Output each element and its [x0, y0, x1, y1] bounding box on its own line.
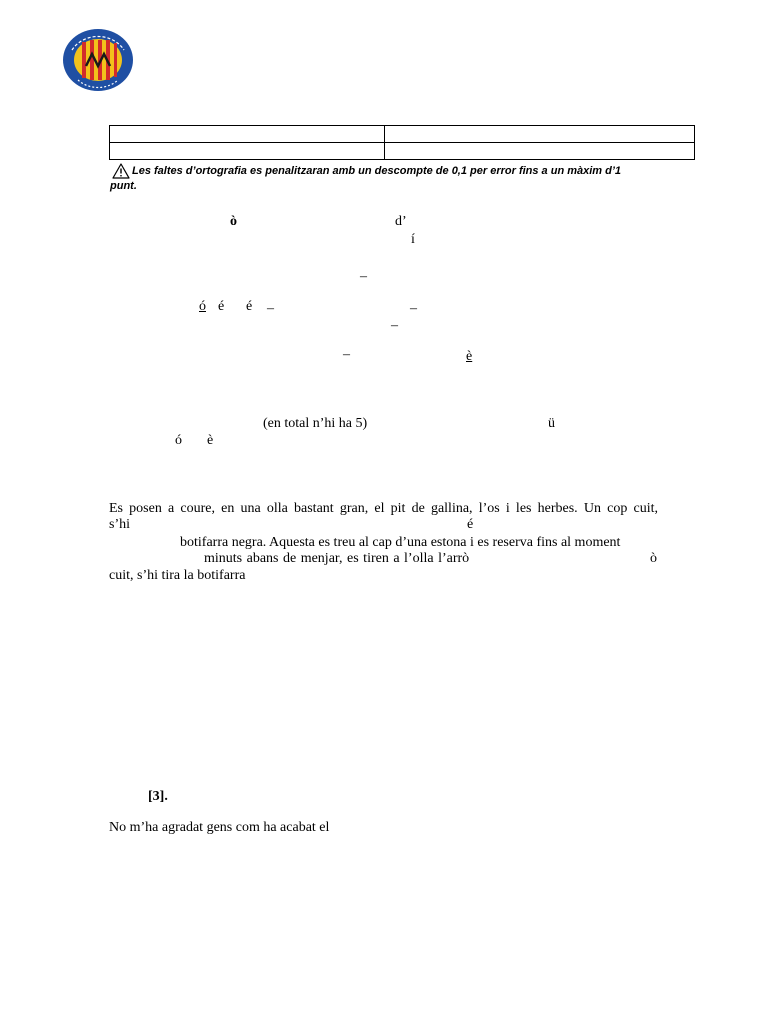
table-cell[interactable] [385, 126, 695, 143]
table-cell[interactable] [110, 126, 385, 143]
text-fragment: é [467, 517, 474, 532]
text-fragment: (en total n’hi ha 5) [263, 416, 368, 431]
text-fragment: – [391, 318, 398, 333]
warning-text-continued: punt. [110, 180, 137, 192]
text-fragment: ò [230, 214, 237, 229]
text-fragment: è [207, 433, 214, 448]
school-logo [62, 28, 134, 92]
text-fragment: ü [548, 416, 555, 431]
text-fragment: ó [199, 299, 206, 314]
table-cell[interactable] [110, 143, 385, 160]
warning-icon [112, 163, 130, 179]
paragraph-line: minuts abans de menjar, es tiren a l’olla l’arrò [204, 551, 470, 566]
paragraph-line: cuit, s’hi tira la botifarra [109, 568, 246, 583]
text-fragment: é [218, 299, 225, 314]
text-fragment: – [343, 347, 350, 362]
text-fragment: è [466, 349, 473, 364]
paragraph-line: s’hi [109, 517, 130, 532]
text-fragment: í [411, 232, 415, 247]
score-mark: [3]. [148, 789, 168, 804]
table-row [110, 126, 695, 143]
table-row [110, 143, 695, 160]
header-table [109, 125, 695, 160]
text-fragment: é [246, 299, 253, 314]
final-line: No m’ha agradat gens com ha acabat el [109, 820, 330, 835]
warning-text: Les faltes d’ortografia es penalitzaran amb un descompte de 0,1 per error fins a un màxim d’1 [132, 165, 622, 177]
paragraph-line: Es posen a coure, en una olla bastant gran, el pit de gallina, l’os i les herbes. Un cop cuit, [109, 501, 658, 516]
text-fragment: ó [175, 433, 182, 448]
text-fragment: – [410, 301, 417, 316]
text-fragment: – [267, 301, 274, 316]
paragraph-line: botifarra negra. Aquesta es treu al cap d’una estona i es reserva fins al moment [180, 535, 621, 550]
text-fragment: – [360, 269, 367, 284]
text-fragment: d’ [395, 214, 407, 229]
table-cell[interactable] [385, 143, 695, 160]
text-fragment: ò [650, 551, 657, 566]
